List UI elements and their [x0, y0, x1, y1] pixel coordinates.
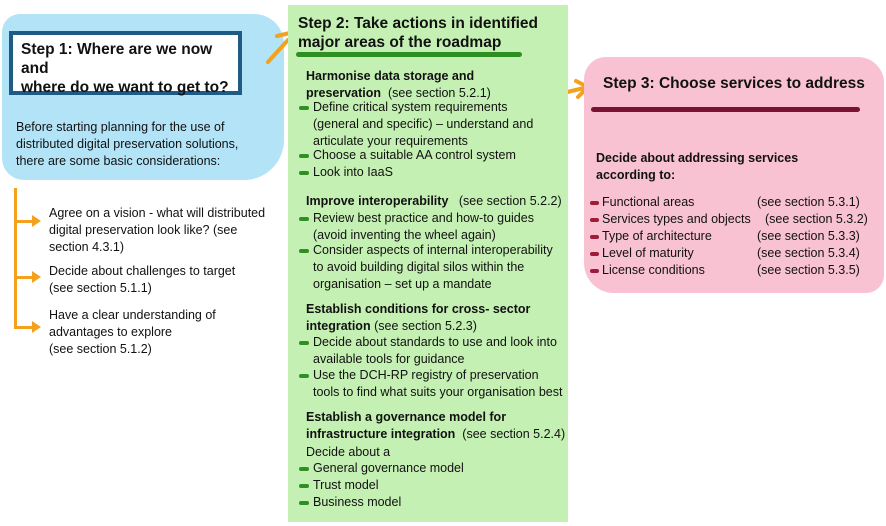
step2-item [313, 334, 568, 368]
section-lead: Decide about a [306, 445, 391, 459]
step1-item [49, 307, 284, 358]
step2-item-line: Consider aspects of internal interoperability [313, 243, 553, 257]
step1-intro-line: Before starting planning for the use of [16, 120, 225, 134]
step3-item-ref: (see section 5.3.1) [757, 195, 860, 209]
step3-item-label: Services types and objects [602, 212, 751, 226]
step1-title-box [9, 31, 242, 95]
section-heading-line: Improve interoperability [306, 194, 449, 208]
section-heading-line: Harmonise data storage and [306, 69, 475, 83]
step2-item-line: (avoid inventing the wheel again) [313, 228, 496, 242]
bullet-icon [299, 106, 309, 110]
step3-item-ref: (see section 5.3.4) [757, 246, 860, 260]
bullet-icon [299, 217, 309, 221]
step2-item-line: organisation – set up a mandate [313, 277, 492, 291]
step1-item-line: section 4.3.1) [49, 240, 125, 254]
section-ref: (see section 5.2.2) [458, 194, 562, 208]
step1-item-line: advantages to explore [49, 325, 173, 339]
step2-title [298, 14, 560, 52]
bullet-icon [299, 374, 309, 378]
step1-arrow-icon [14, 276, 34, 279]
step2-section-heading [306, 301, 566, 335]
step1-item-line: Agree on a vision - what will distributed [49, 206, 266, 220]
section-ref: (see section 5.2.4) [462, 427, 566, 441]
bullet-icon [299, 501, 309, 505]
step1-item [49, 263, 284, 297]
bullet-icon [299, 154, 309, 158]
step3-item-label: License conditions [602, 263, 705, 277]
step3-intro [596, 150, 866, 184]
step3-item-label: Level of maturity [602, 246, 694, 260]
step2-item [313, 99, 568, 150]
step3-title: Step 3: Choose services to address [603, 75, 865, 92]
step2-item-line: Choose a suitable AA control system [313, 148, 516, 162]
step2-section-heading [306, 409, 566, 461]
bullet-icon [590, 252, 599, 256]
bullet-icon [590, 218, 599, 222]
step1-intro-line: distributed digital preservation solutions, [16, 137, 239, 151]
bullet-icon [590, 269, 599, 273]
step2-item [313, 460, 568, 477]
step3-item-ref: (see section 5.3.5) [757, 263, 860, 277]
step2-item-line: Look into IaaS [313, 165, 393, 179]
step3-item-label: Functional areas [602, 195, 695, 209]
step2-item-line: Business model [313, 495, 402, 509]
step1-item-line: (see section 5.1.1) [49, 281, 152, 295]
step2-item-line: articulate your requirements [313, 134, 468, 148]
step2-item-line: Review best practice and how-to guides [313, 211, 534, 225]
step2-item-line: General governance model [313, 461, 464, 475]
step1-item-line: (see section 5.1.2) [49, 342, 152, 356]
step2-item-line: Trust model [313, 478, 379, 492]
step2-item [313, 164, 568, 181]
section-heading-line: Establish a governance model for [306, 410, 507, 424]
bullet-icon [299, 484, 309, 488]
step2-item-line: to avoid building digital silos within the [313, 260, 525, 274]
step2-section-heading [306, 68, 566, 102]
section-heading-line: preservation [306, 86, 382, 100]
step2-item [313, 210, 568, 244]
section-ref: (see section 5.2.3) [374, 319, 477, 333]
section-heading-line: infrastructure integration [306, 427, 456, 441]
step3-intro-line: according to: [596, 168, 676, 182]
step2-item [313, 147, 568, 164]
step2-item [313, 477, 568, 494]
section-heading-line: Establish conditions for cross- sector [306, 302, 531, 316]
step1-title-line2: where do we want to get to? [21, 79, 229, 96]
step3-item-ref: (see section 5.3.2) [765, 212, 868, 226]
step1-item-line: digital preservation look like? (see [49, 223, 238, 237]
step3-underline [591, 107, 860, 112]
step2-title-line2: major areas of the roadmap [298, 34, 502, 51]
step2-item-line: Define critical system requirements [313, 100, 508, 114]
step1-item [49, 205, 284, 256]
section-heading-line: integration [306, 319, 371, 333]
step3-item-ref: (see section 5.3.3) [757, 229, 860, 243]
step3-item-label: Type of architecture [602, 229, 712, 243]
step2-item-line: Use the DCH-RP registry of preservation [313, 368, 539, 382]
step2-section-heading [306, 193, 566, 210]
bullet-icon [299, 249, 309, 253]
step1-arrow-icon [14, 220, 34, 223]
bullet-icon [299, 341, 309, 345]
step1-intro-line: there are some basic considerations: [16, 154, 221, 168]
bullet-icon [299, 467, 309, 471]
step2-item [313, 242, 568, 293]
step2-item-line: tools to find what suits your organisation best [313, 385, 563, 399]
bullet-icon [299, 171, 309, 175]
step1-item-line: Have a clear understanding of [49, 308, 216, 322]
step2-item-line: (general and specific) – understand and [313, 117, 534, 131]
step2-item [313, 367, 568, 401]
step3-intro-line: Decide about addressing services [596, 151, 799, 165]
step1-bracket-line [14, 188, 17, 328]
bullet-icon [590, 201, 599, 205]
step1-arrow-icon [14, 326, 34, 329]
step1-item-line: Decide about challenges to target [49, 264, 236, 278]
step1-title-line1: Step 1: Where are we now and [21, 41, 213, 77]
step2-item [313, 494, 568, 511]
section-ref: (see section 5.2.1) [387, 86, 491, 100]
bullet-icon [590, 235, 599, 239]
step1-intro [16, 119, 278, 170]
step2-title-line1: Step 2: Take actions in identified [298, 15, 539, 32]
step2-item-line: available tools for guidance [313, 352, 465, 366]
step2-underline [296, 52, 522, 57]
step2-item-line: Decide about standards to use and look into [313, 335, 557, 349]
